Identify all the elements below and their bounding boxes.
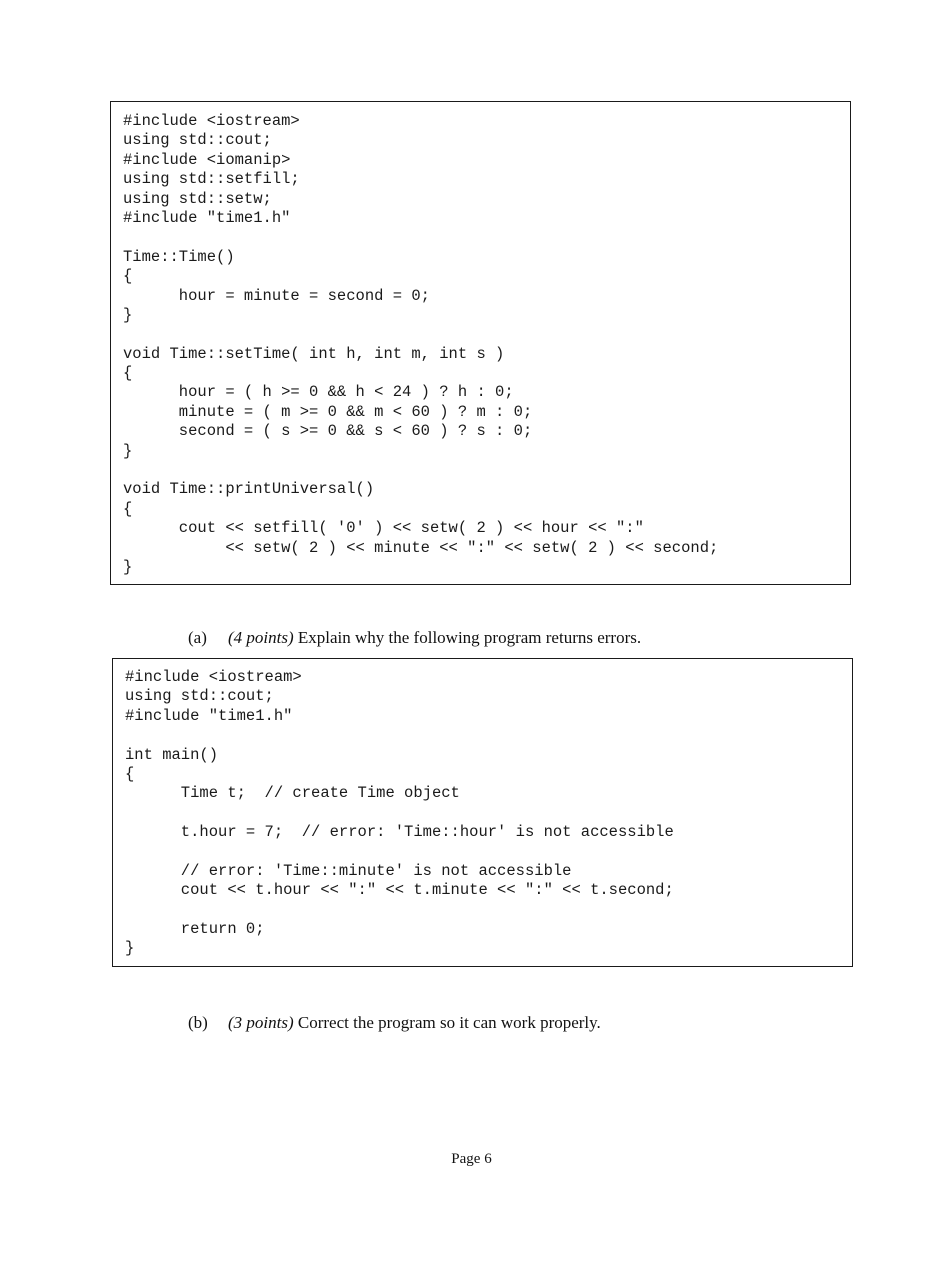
question-a-text: Explain why the following program returns errors.	[293, 628, 642, 647]
code-line: Time::Time()	[123, 247, 235, 266]
code-line: }	[123, 441, 133, 460]
code-line: using std::cout;	[125, 687, 274, 706]
page-number: Page 6	[451, 1151, 492, 1167]
code-line	[125, 901, 852, 920]
code-line: int main()	[125, 745, 219, 764]
code-line: #include <iostream>	[123, 112, 300, 130]
code-line: }	[123, 557, 133, 576]
code-line: {	[125, 764, 135, 783]
code-line: // error: 'Time::minute' is not accessible	[125, 861, 572, 880]
code-line: using std::setfill;	[123, 170, 300, 189]
code-block-time-implementation	[110, 101, 851, 585]
code-line: minute = ( m >= 0 && m < 60 ) ? m : 0;	[123, 402, 533, 421]
code-line: using std::setw;	[123, 189, 272, 208]
code-line: cout << t.hour << ":" << t.minute << ":" << t.second;	[125, 881, 674, 900]
code-line: second = ( s >= 0 && s < 60 ) ? s : 0;	[123, 422, 533, 441]
code-line	[125, 726, 852, 745]
code-line: {	[123, 364, 133, 383]
code-line: {	[123, 499, 133, 518]
code-line: {	[123, 267, 133, 286]
code-line: Time t; // create Time object	[125, 784, 460, 803]
code-line: hour = minute = second = 0;	[123, 286, 430, 305]
code-line: t.hour = 7; // error: 'Time::hour' is not accessible	[125, 823, 674, 842]
code-line: void Time::printUniversal()	[123, 480, 375, 499]
question-a	[188, 628, 641, 648]
question-b-text: Correct the program so it can work properly.	[293, 1013, 601, 1032]
code-line: << setw( 2 ) << minute << ":" << setw( 2 ) << second;	[123, 538, 719, 557]
question-a-label: (a)	[188, 628, 207, 647]
code-line: }	[123, 305, 133, 324]
question-a-points: (4 points)	[228, 628, 294, 647]
code-line: return 0;	[125, 920, 265, 939]
code-line: }	[125, 939, 135, 958]
code-line	[125, 804, 852, 823]
code-line	[123, 228, 850, 247]
question-b-label: (b)	[188, 1013, 208, 1032]
code-line: #include "time1.h"	[125, 706, 293, 725]
code-line	[123, 325, 850, 344]
code-line	[125, 843, 852, 862]
code-line: #include "time1.h"	[123, 208, 291, 227]
code-line	[123, 461, 850, 480]
code-line: using std::cout;	[123, 131, 272, 150]
question-b-points: (3 points)	[228, 1013, 294, 1032]
code-line: #include <iomanip>	[123, 150, 291, 169]
code-line: void Time::setTime( int h, int m, int s )	[123, 344, 505, 363]
question-b	[188, 1013, 601, 1033]
code-line: hour = ( h >= 0 && h < 24 ) ? h : 0;	[123, 383, 514, 402]
code-line: cout << setfill( '0' ) << setw( 2 ) << hour << ":"	[123, 519, 644, 538]
code-block-main-program	[112, 658, 853, 967]
code-line: #include <iostream>	[125, 668, 302, 686]
